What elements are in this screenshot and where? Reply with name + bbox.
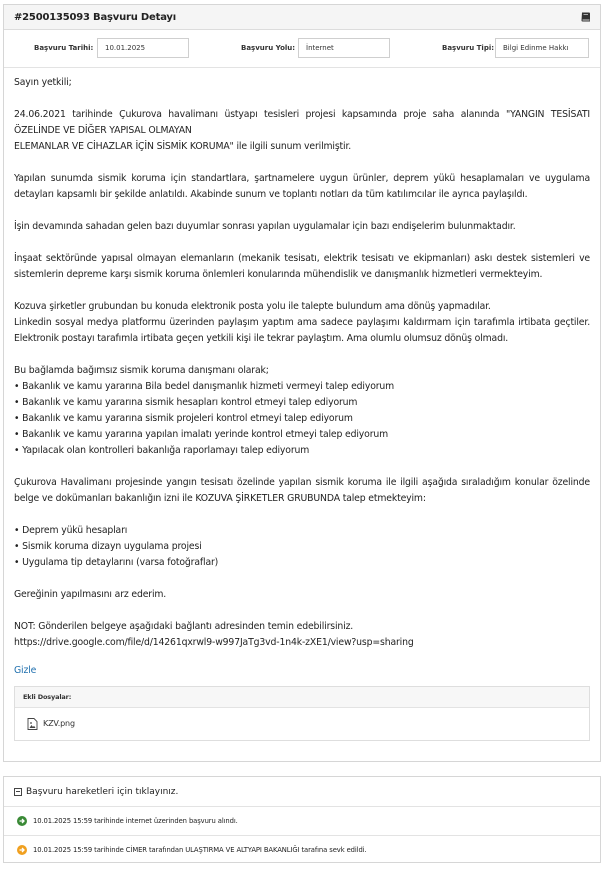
paragraph-contact-line2: Linkedin sosyal medya platformu üzerinden paylaşım yaptım ama sadece paylaşımı kaldırmam için tarafımla irtibata geçtiler. Elektronik postayı tarafımla irtibata geçen yetkili kişi ile tekrar paylaştım. Ama olumlu olumsuz dönüş olmadı.	[14, 317, 590, 344]
greeting: Sayın yetkili;	[14, 77, 72, 88]
paragraph-closing: Gereğinin yapılmasını arz ederim.	[14, 589, 167, 600]
attachments-header: Ekli Dosyalar:	[15, 687, 589, 708]
page-title: #2500135093 Başvuru Detayı	[14, 11, 176, 23]
paragraph-summary: Yapılan sunumda sismik koruma için standartlara, şartnamelere uygun ürünler, deprem yükü hesaplamaları ve uygulama detayları kapsamlı bir şekilde anlatıldı. Akabinde sunum ve toplantı notları da tüm katılımcılar ile ayrıca paylaşıldı.	[14, 173, 590, 200]
paragraph-note	[14, 619, 590, 651]
application-detail-panel	[3, 4, 601, 762]
application-type-field: Bilgi Edinme Hakkı	[495, 38, 589, 58]
paragraph-presentation-line1: 24.06.2021 tarihinde Çukurova havalimanı üstyapı tesisleri projesi kapsamında proje saha alanında "YANGIN TESİSATI ÖZELİNDE VE DİĞER YAPISAL OLMAYAN	[14, 109, 590, 136]
attachment-item[interactable]	[15, 708, 589, 740]
paragraph-document-request: Çukurova Havalimanı projesinde yangın tesisatı özelinde yapılan sismik koruma ile ilgili aşağıda sıraladığım konular özelinde belge ve dokümanları bakanlığın izni ile KOZUVA ŞİRKETLER GRUBUNDA talep etmekteyim:	[14, 477, 590, 504]
list-item: • Yapılacak olan kontrolleri bakanlığa raporlamayı talep ediyorum	[14, 445, 310, 456]
book-icon[interactable]	[580, 11, 592, 23]
request-list-intro: Bu bağlamda bağımsız sismik koruma danışmanı olarak;	[14, 365, 269, 376]
history-item	[4, 807, 600, 836]
paragraph-concerns: İşin devamında sahadan gelen bazı duyumlar sonrası yapılan uygulamalar için bazı endişelerim bulunmaktadır.	[14, 221, 516, 232]
collapse-minus-icon	[14, 788, 22, 796]
list-item: • Bakanlık ve kamu yararına yapılan imalatı yerinde kontrol etmeyi talep ediyorum	[14, 429, 389, 440]
history-toggle[interactable]	[4, 777, 600, 807]
list-item: • Uygulama tip detaylarını (varsa fotoğraflar)	[14, 557, 219, 568]
history-item-text: 10.01.2025 15:59 tarihinde CİMER tarafından ULAŞTIRMA VE ALTYAPI BAKANLIĞI tarafına sevk edildi.	[33, 846, 367, 854]
paragraph-presentation-line2: ELEMANLAR VE CİHAZLAR İÇİN SİSMİK KORUMA" ile ilgili sunum verilmiştir.	[14, 141, 352, 152]
paragraph-contact	[14, 299, 590, 347]
list-item: • Bakanlık ve kamu yararına sismik hesapları kontrol etmeyi talep ediyorum	[14, 397, 358, 408]
list-item: • Bakanlık ve kamu yararına Bila bedel danışmanlık hizmeti vermeyi talep ediyorum	[14, 381, 395, 392]
panel-header	[4, 5, 600, 30]
arrow-right-circle-icon	[17, 816, 27, 826]
image-file-icon	[27, 718, 38, 730]
history-item-text: 10.01.2025 15:59 tarihinde internet üzerinden başvuru alındı.	[33, 817, 238, 825]
paragraph-presentation	[14, 107, 590, 155]
application-date-field: 10.01.2025	[97, 38, 189, 58]
attachment-file-name: KZV.png	[43, 719, 75, 728]
attachments-box	[14, 686, 590, 741]
application-date-label: Başvuru Tarihi:	[34, 44, 94, 52]
arrow-right-circle-icon	[17, 845, 27, 855]
list-item: • Bakanlık ve kamu yararına sismik projeleri kontrol etmeyi talep ediyorum	[14, 413, 353, 424]
paragraph-services: İnşaat sektöründe yapısal olmayan elemanların (mekanik tesisatı, elektrik tesisatı ve ekipmanları) askı destek sistemleri ve sistemlerin depreme karşı sismik koruma önlemleri konularında mühendislik ve danışmanlık hizmetleri vermekteyim.	[14, 253, 590, 280]
history-toggle-label: Başvuru hareketleri için tıklayınız.	[26, 786, 179, 797]
paragraph-contact-line1: Kozuva şirketler grubundan bu konuda elektronik posta yolu ile talepte bulundum ama dönüş yapmadılar.	[14, 301, 491, 312]
application-history-panel	[3, 776, 601, 863]
hide-link[interactable]: Gizle	[14, 665, 37, 676]
application-body	[4, 68, 600, 741]
application-meta-row	[4, 30, 600, 68]
application-method-label: Başvuru Yolu:	[241, 44, 296, 52]
document-list	[14, 523, 590, 571]
request-list	[14, 363, 590, 459]
list-item: • Deprem yükü hesapları	[14, 525, 128, 536]
list-item: • Sismik koruma dizayn uygulama projesi	[14, 541, 202, 552]
application-method-field: İnternet	[298, 38, 390, 58]
history-item	[4, 836, 600, 864]
drive-link-text: https://drive.google.com/file/d/14261qxrwl9-w997JaTg3vd-1n4k-zXE1/view?usp=sharing	[14, 637, 414, 648]
note-text: NOT: Gönderilen belgeye aşağıdaki bağlantı adresinden temin edebilirsiniz.	[14, 621, 354, 632]
application-type-label: Başvuru Tipi:	[442, 44, 495, 52]
